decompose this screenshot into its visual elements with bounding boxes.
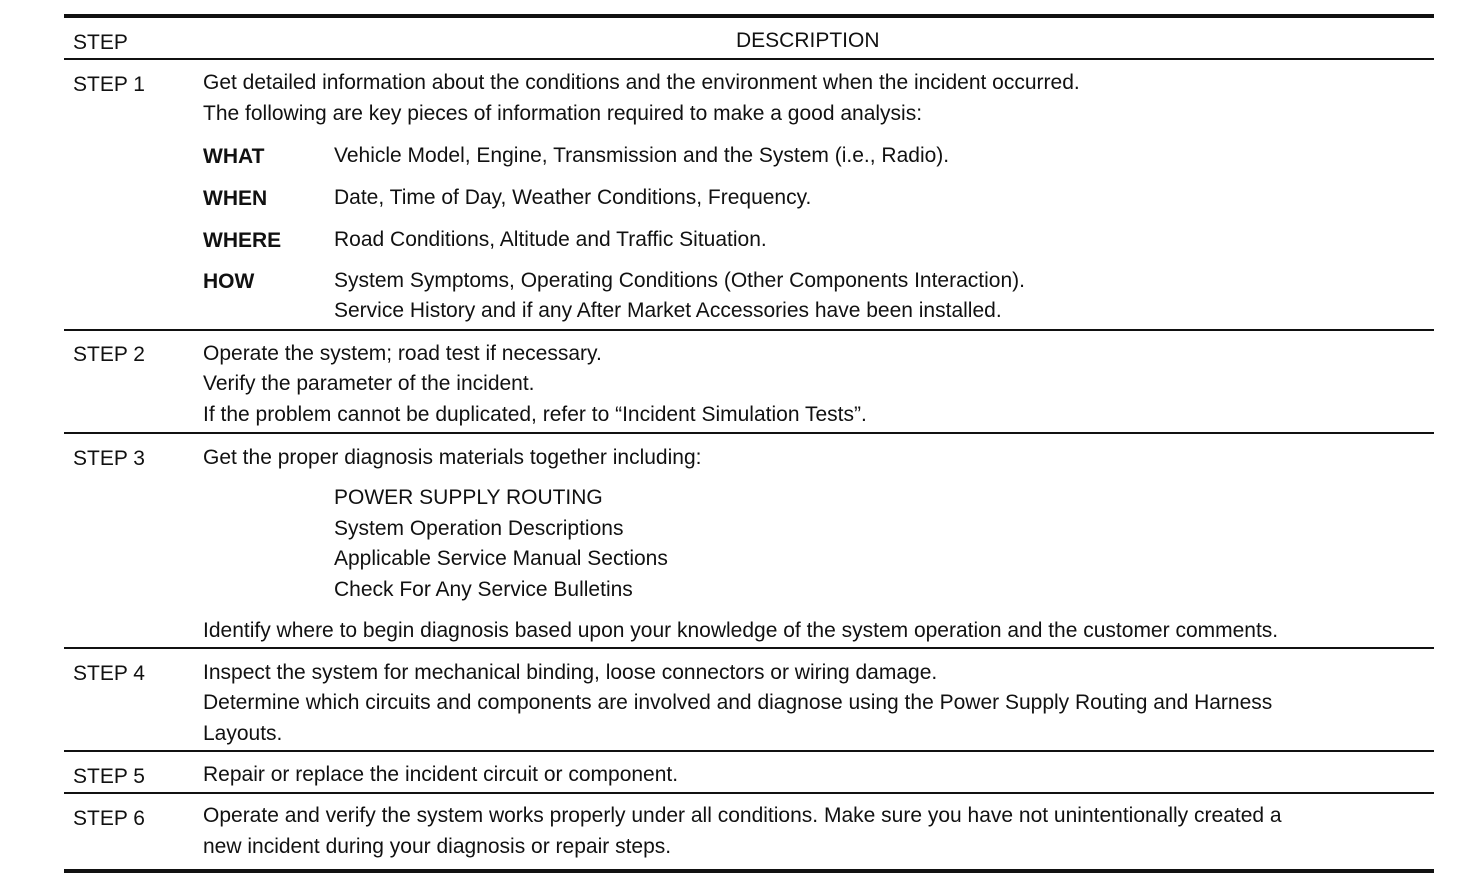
column-header-description: DESCRIPTION bbox=[736, 29, 880, 52]
step-label: STEP 4 bbox=[73, 662, 145, 685]
material-item: Applicable Service Manual Sections bbox=[334, 547, 668, 570]
term-how-text: Service History and if any After Market Accessories have been installed. bbox=[334, 299, 1002, 322]
table-top-rule bbox=[64, 14, 1434, 18]
step-text: Operate the system; road test if necessary. bbox=[203, 342, 602, 365]
term-where: WHERE bbox=[203, 229, 282, 252]
row-divider bbox=[64, 750, 1434, 752]
step-label: STEP 1 bbox=[73, 73, 145, 96]
step-label: STEP 6 bbox=[73, 807, 145, 830]
material-item: POWER SUPPLY ROUTING bbox=[334, 486, 603, 509]
step-text: Get detailed information about the conditions and the environment when the incident occurred. bbox=[203, 71, 1080, 94]
step-label: STEP 2 bbox=[73, 343, 145, 366]
step-text: Get the proper diagnosis materials together including: bbox=[203, 446, 702, 469]
row-divider bbox=[64, 432, 1434, 434]
step-text: Layouts. bbox=[203, 722, 283, 745]
term-where-text: Road Conditions, Altitude and Traffic Situation. bbox=[334, 228, 767, 251]
term-what-text: Vehicle Model, Engine, Transmission and the System (i.e., Radio). bbox=[334, 144, 950, 167]
step-text: Determine which circuits and components are involved and diagnose using the Power Supply Routing and Harness bbox=[203, 691, 1273, 714]
material-item: Check For Any Service Bulletins bbox=[334, 578, 633, 601]
term-when: WHEN bbox=[203, 187, 268, 210]
row-divider bbox=[64, 792, 1434, 794]
step-text: new incident during your diagnosis or repair steps. bbox=[203, 835, 672, 858]
term-what: WHAT bbox=[203, 145, 265, 168]
step-text: Repair or replace the incident circuit or component. bbox=[203, 763, 679, 786]
step-text: Inspect the system for mechanical binding, loose connectors or wiring damage. bbox=[203, 661, 938, 684]
row-divider bbox=[64, 329, 1434, 331]
header-rule bbox=[64, 58, 1434, 60]
row-divider bbox=[64, 647, 1434, 649]
table-bottom-rule bbox=[64, 869, 1434, 873]
step-label: STEP 3 bbox=[73, 447, 145, 470]
step-label: STEP 5 bbox=[73, 765, 145, 788]
step-text: Operate and verify the system works properly under all conditions. Make sure you have not unintentionally created a bbox=[203, 804, 1282, 827]
material-item: System Operation Descriptions bbox=[334, 517, 624, 540]
step-text: Identify where to begin diagnosis based upon your knowledge of the system operation and the customer comments. bbox=[203, 619, 1279, 642]
term-how: HOW bbox=[203, 270, 255, 293]
term-how-text: System Symptoms, Operating Conditions (Other Components Interaction). bbox=[334, 269, 1025, 292]
column-header-step: STEP bbox=[73, 31, 128, 54]
term-when-text: Date, Time of Day, Weather Conditions, Frequency. bbox=[334, 186, 812, 209]
step-text: The following are key pieces of information required to make a good analysis: bbox=[203, 102, 923, 125]
step-text: Verify the parameter of the incident. bbox=[203, 372, 535, 395]
step-text: If the problem cannot be duplicated, refer to “Incident Simulation Tests”. bbox=[203, 403, 867, 426]
